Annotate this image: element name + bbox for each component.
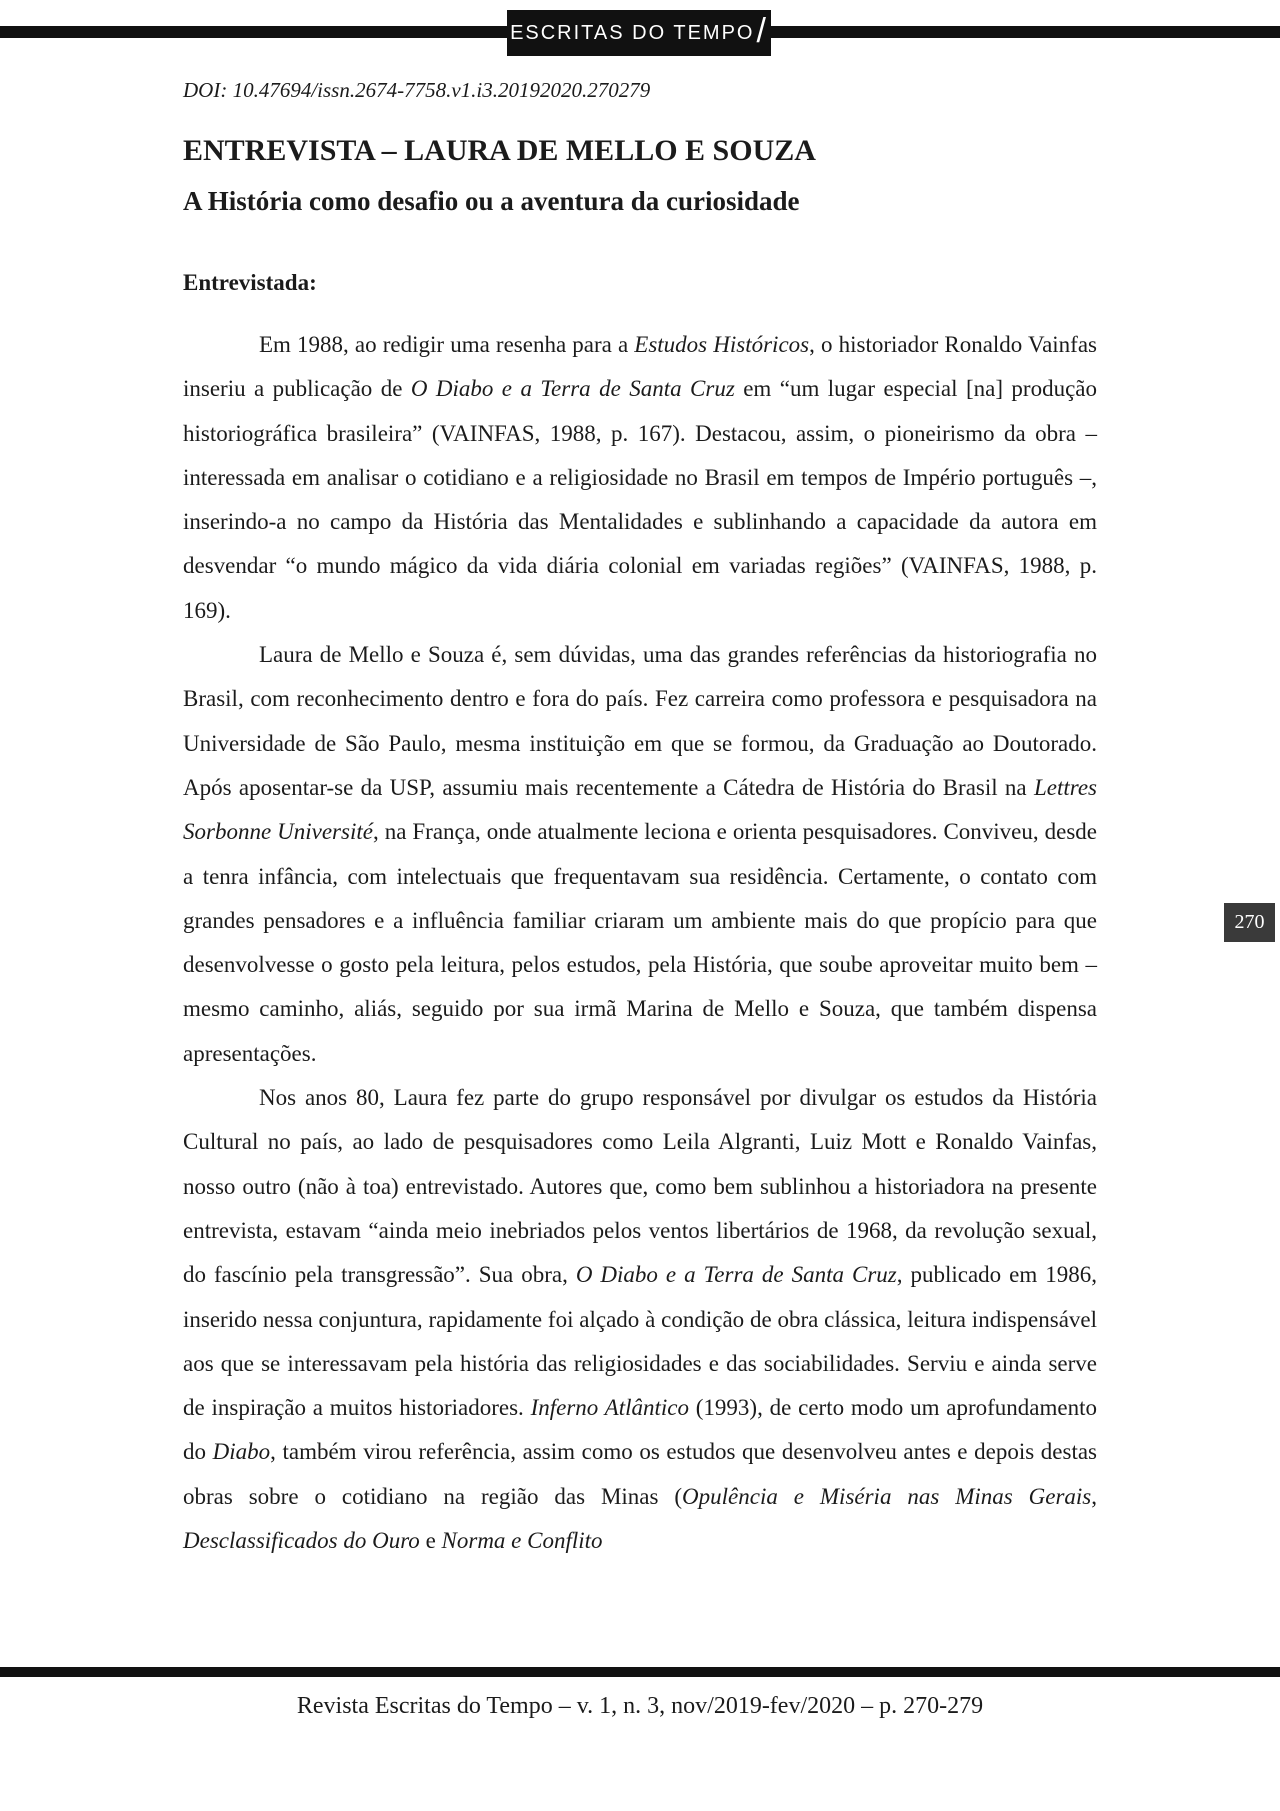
text-run: em “um lugar especial [na] produção historiográfica brasileira” (VAINFAS, 1988, p. 167). Destacou, assim, o pioneirismo da obra – interessada em analisar o cotidiano e a religiosidade no Brasil em tempos de Império português –, inserindo-a no campo da História das Mentalidades e sublinhando a capacidade da autora em desvendar “o mundo mágico da vida diária colonial em variadas regiões” (VAINFAS, 1988, p. 169). <box>183 376 1097 623</box>
italic-title: Desclassificados do Ouro <box>183 1528 420 1554</box>
text-run: Laura de Mello e Souza é, sem dúvidas, uma das grandes referências da historiografia no Brasil, com reconhecimento dentro e fora do país. Fez carreira como professora e pesquisadora na Universidade de São Paulo, mesma instituição em que se formou, da Graduação ao Doutorado. Após aposentar-se da USP, assumiu mais recentemente a Cátedra de História do Brasil na <box>183 642 1097 800</box>
text-run: e <box>419 1528 442 1554</box>
italic-title: Opulência e Miséria nas Minas Gerais <box>682 1483 1092 1509</box>
journal-logo <box>507 10 771 56</box>
text-run: , publicado em 1986, inserido nessa conjuntura, rapidamente foi alçado à condição de obra clássica, leitura indispensável aos que se interessavam pela história das religiosidades e das sociabilidades. Serviu e ainda serve de inspiração a muitos historiadores. <box>183 1262 1097 1421</box>
italic-title: O Diabo e a Terra de Santa Cruz <box>575 1262 897 1288</box>
journal-footer: Revista Escritas do Tempo – v. 1, n. 3, nov/2019-fev/2020 – p. 270-279 <box>296 1693 984 1719</box>
text-run: , também virou referência, assim como os estudos que desenvolveu antes e depois destas obras sobre o cotidiano na região das Minas ( <box>183 1439 1098 1509</box>
text-run: , o historiador Ronaldo Vainfas inseriu a publicação de <box>183 332 1097 402</box>
text-run: (1993), de certo modo um aprofundamento do <box>183 1395 1097 1465</box>
logo-text: ESCRITAS DO TEMPO <box>510 21 755 44</box>
italic-title: O Diabo e a Terra de Santa Cruz <box>410 376 735 402</box>
body-paragraph <box>183 633 1097 1076</box>
page-number-tab: 270 <box>1224 903 1275 942</box>
italic-title: Lettres Sorbonne Université <box>183 774 1097 845</box>
article-title: ENTREVISTA – LAURA DE MELLO E SOUZA <box>183 134 816 167</box>
body-paragraph <box>183 323 1097 633</box>
text-run: Em 1988, ao redigir uma resenha para a <box>259 332 635 357</box>
text-run: Nos anos 80, Laura fez parte do grupo responsável por divulgar os estudos da História Cultural no país, ao lado de pesquisadores como Leila Algranti, Luiz Mott e Ronaldo Vainfas, nosso outro (não à toa) entrevistado. Autores que, como bem sublinhou a historiadora na presente entrevista, estavam “ainda meio inebriados pelos ventos libertários de 1968, da revolução sexual, do fascínio pela transgressão”. Sua obra, <box>183 1085 1097 1288</box>
italic-title: Diabo <box>212 1439 271 1465</box>
italic-title: Inferno Atlântico <box>530 1395 689 1421</box>
doi-line: DOI: 10.47694/issn.2674-7758.v1.i3.20192020.270279 <box>183 78 651 102</box>
article-body <box>183 323 1097 1563</box>
italic-title: Norma e Conflito <box>441 1528 603 1554</box>
interviewee-label: Entrevistada: <box>183 270 317 295</box>
article-subtitle: A História como desafio ou a aventura da curiosidade <box>183 186 800 216</box>
text-run: , <box>1091 1483 1097 1509</box>
body-paragraph <box>183 1076 1097 1563</box>
italic-title: Estudos Históricos <box>634 332 810 357</box>
text-run: , na França, onde atualmente leciona e orienta pesquisadores. Conviveu, desde a tenra infância, com intelectuais que frequentavam sua residência. Certamente, o contato com grandes pensadores e a influência familiar criaram um ambiente mais do que propício para que desenvolvesse o gosto pela leitura, pelos estudos, pela História, que soube aproveitar muito bem – mesmo caminho, aliás, seguido por sua irmã Marina de Mello e Souza, que também dispensa apresentações. <box>183 819 1097 1066</box>
logo-slash-mark: / <box>756 11 768 50</box>
footer-bar <box>0 1667 1280 1677</box>
